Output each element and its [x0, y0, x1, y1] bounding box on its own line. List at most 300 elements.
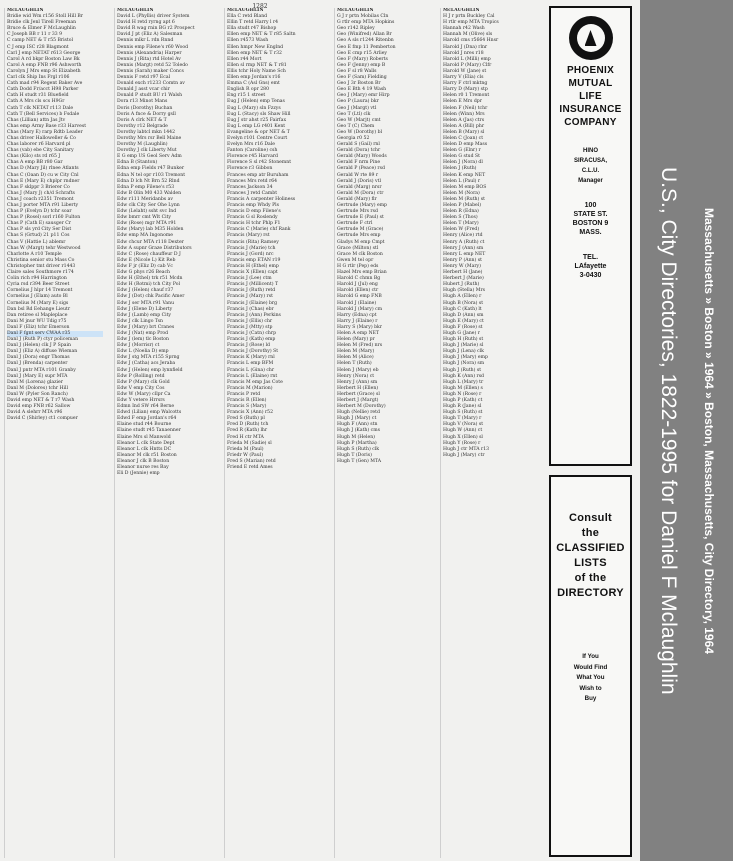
directory-entry: Edw Y vetere Hrrsrs — [117, 398, 165, 403]
directory-entry: Francis D emp Filene's — [227, 209, 281, 215]
directory-entry: Harold cms r5664 Hnsr — [443, 38, 499, 44]
directory-entry: Francis L (Elaine) rnt — [227, 373, 278, 379]
directory-entry: Edw J (Catha) acs Jeraba — [117, 361, 176, 367]
directory-entry: Francis (Mary) rst — [227, 233, 270, 239]
directory-entry: Dorothy r12 Belgrade — [117, 123, 168, 129]
directory-entry: Gertrude M (Grace) — [337, 227, 384, 233]
directory-entry: Harry F ctrl mktng — [443, 81, 488, 87]
directory-entry: Gerald (Marg) nrsr — [337, 184, 382, 190]
directory-entry: Edw J clk Lingo Tsn — [117, 318, 163, 324]
ad-address — [551, 201, 630, 237]
directory-entry: Carolyn J Mrs emp St Elizabeth — [7, 68, 81, 74]
directory-entry: Florence r45 Harvard — [227, 154, 278, 160]
directory-entry: Dorothy J clk Liberty Mut — [117, 148, 177, 154]
directory-entry: Chas (vab) ebe City Sanitary — [7, 148, 74, 154]
directory-entry: Helen G stud St — [443, 154, 481, 160]
directory-entry: Francis J (Ruth) retd — [227, 288, 276, 294]
directory-entry: Frieda M (Paul) — [227, 446, 264, 452]
directory-entry: Danl F fgnt serv CWAA r35 — [7, 331, 103, 337]
classified-lists-ad — [549, 475, 632, 857]
directory-entry: Henry L emp NET — [443, 251, 486, 257]
ad-text-line: BOSTON 9 — [572, 220, 609, 227]
directory-entry: Dennis mlkr L rdn Rnnd — [117, 38, 174, 44]
directory-entry: Harold J (Jul) eng — [337, 282, 378, 288]
directory-entry: Harold J nres r18 — [443, 50, 484, 56]
directory-entry: Helen (Mary) pr — [337, 337, 375, 343]
directory-entry: Gerald S (Gail) rnl — [337, 142, 380, 148]
directory-entry: Donald P studt BU r1 Walsh — [117, 93, 183, 99]
directory-entry: Carl J emp NETAT r613 George — [7, 50, 81, 56]
ad-text-line: TEL. — [582, 254, 599, 261]
directory-entry: Edw L (Noelia D) emp — [117, 349, 169, 355]
directory-entry: David L (Phyllis) driver System — [117, 14, 190, 20]
directory-entry: Francis J (Rose) ld — [227, 343, 270, 349]
directory-entry: Claire sales Southmore r174 — [7, 270, 74, 276]
directory-entry: Helen K emp NET — [443, 172, 486, 178]
directory-entry: Frances J retd Cambt — [227, 190, 278, 196]
directory-entry: Harry D (Mary) stp — [443, 87, 488, 93]
directory-entry: Dennis J (Rita) rtd Hotel Av — [117, 56, 181, 62]
directory-entry: Harold P (Mary) Clfr — [443, 62, 492, 68]
ad-tagline — [551, 653, 630, 704]
directory-entry: Dennis emp Filene's r60 Wood — [117, 44, 189, 50]
directory-entry: Fred H ctr MTA — [227, 434, 264, 440]
directory-entry: Francis J (Ellis) chr — [227, 318, 273, 324]
directory-entry: Edw J (Helen) chauf r37 — [117, 288, 174, 294]
directory-entry: Gerald (Dora) tchr — [337, 148, 381, 154]
directory-entry: Danl W (Pyler Son Ranch) — [7, 391, 68, 397]
directory-entry: Francis S (Mary) — [227, 404, 267, 410]
directory-entry: Francis (Rita) Ramsey — [227, 239, 279, 245]
directory-entry: Carol A rd bkpr Boston Law Bk — [7, 56, 80, 62]
directory-entry: Hugh J ctr MTA r13 — [443, 446, 490, 452]
directory-entry: Ellis tchr Holy Name Sch — [227, 68, 286, 74]
directory-column — [224, 8, 323, 858]
directory-entry: Francis M emp Jas Cote — [227, 379, 283, 385]
directory-entry: Helen M (Fred) nrs — [337, 343, 383, 349]
directory-entry: Doris A fnce & Dorry gsll — [117, 111, 176, 117]
directory-entry: Francis J (Gord) nrc — [227, 251, 274, 257]
directory-entry: Henry A (Ruth) ct — [443, 239, 485, 245]
directory-entry: Helen L (Paul) r — [443, 178, 481, 184]
directory-entry: Geo F sl r8 Walls — [337, 68, 377, 74]
directory-entry: Harry (Edna) cpt — [337, 312, 377, 318]
directory-entry: Eug L (Stacy) sls Shaw Hill — [227, 111, 291, 117]
directory-entry: Cyria rsd r394 Beer Street — [7, 282, 70, 288]
ad-text-line: 3-0430 — [579, 272, 602, 279]
directory-entry: Donald exch r1233 Comtn av — [117, 81, 185, 87]
directory-entry: Edw bmrr cmt Wlt City — [117, 215, 171, 221]
ad-text-line: LIFE — [579, 91, 602, 102]
directory-entry: Edna B (Stanton) — [117, 160, 158, 166]
column-heading: McLAUGHLIN — [443, 8, 480, 13]
directory-entry: Helen M (Alice) — [337, 355, 374, 361]
directory-entry: Hugh M (Helen) — [337, 434, 375, 440]
column-heading: McLAUGHLIN — [337, 8, 374, 13]
directory-entry: Hugh L (Mary) tr — [443, 379, 484, 385]
directory-entry: Christopher tmt driver r1443 — [7, 263, 76, 269]
ad-text-line: Buy — [584, 695, 597, 702]
directory-entry: Hubert J (Ruth) — [443, 282, 480, 288]
ad-company-name — [551, 64, 630, 129]
directory-entry: Frieda M (Sadie) sl — [227, 440, 272, 446]
directory-entry: Hugh G (Jane) r — [443, 330, 480, 336]
directory-entry: Francis J (Chas) ebr — [227, 306, 274, 312]
directory-entry: Carol A emp FNB r96 Ashworth — [7, 62, 82, 68]
directory-entry: Edw B Olin M0 433 Walden — [117, 190, 182, 196]
directory-entry: Edw (Lelaht) ssht svc Ind — [117, 209, 177, 215]
directory-entry: Doris (Dorothy) Buchan — [117, 105, 173, 111]
directory-entry: Hugh J (Marie) sl — [443, 343, 484, 349]
directory-entry: Herbert J (Marie) — [443, 276, 484, 282]
directory-entry: Friend E retd Ames — [227, 465, 273, 471]
directory-entry: Chas D (Mary Jil) rlnee Atlants — [7, 166, 79, 172]
directory-entry: Chas driver Halloweller & Co — [7, 135, 76, 141]
directory-entry: Francis J (Catn) chrp — [227, 330, 277, 336]
directory-entry: Chas emp Army Base r33 Harvest — [7, 123, 87, 129]
directory-entry: Helen W (Fred) — [443, 227, 480, 233]
directory-entry: Helen M (Ruth) st — [443, 196, 485, 202]
directory-entry: David J pt (Eliz A) Salesman — [117, 32, 183, 38]
directory-entry: H J r prtn Buckley Cal — [443, 14, 495, 20]
directory-entry: Hugh F (Rose) st — [443, 324, 483, 330]
directory-entry: Francis J (Kath) emp — [227, 337, 276, 343]
directory-entry: David C (Shirley) ct1 compuer — [7, 416, 78, 422]
directory-entry: Geo J (Margt) vtl — [337, 105, 377, 111]
directory-entry: Geo F (Jenny) emp B — [337, 62, 386, 68]
record-title: U.S., City Directories, 1822-1995 for Daniel F Mclaughlin — [657, 166, 680, 695]
record-breadcrumb: Massachusetts » Boston » 1964 » Boston, Massachusetts, City Directory, 1964 — [702, 207, 716, 654]
directory-entry: E G emp US Geol Serv Adm — [117, 154, 182, 160]
directory-entry: Geo T (Ltl) clk — [337, 111, 371, 117]
directory-entry: Harry V (Elia) cls — [443, 75, 484, 81]
directory-entry: Francis G sl Roslendy — [227, 215, 278, 221]
directory-entry: Edw J (Elene D) Liberty — [117, 306, 173, 312]
ad-text-line: C.L.U. — [581, 168, 600, 174]
directory-entry: Chas (Mary E) rarp Rdtb Leader — [7, 129, 83, 135]
ad-text-line: INSURANCE — [559, 104, 622, 115]
directory-entry: Dennis F retd r97 Ecal — [117, 75, 171, 81]
directory-entry: Hugh S (Ruth) clk — [337, 446, 380, 452]
directory-entry: Dora r13 Minot Mans — [117, 99, 168, 105]
ad-text-line: DIRECTORY — [557, 587, 624, 599]
directory-entry: Friedr W (Paul) — [227, 452, 263, 458]
directory-entry: Eleanor L clk Hntts DC — [117, 446, 172, 452]
directory-entry: Helen M (Nora) — [443, 190, 480, 196]
directory-entry: Francis A carpenter Holiness — [227, 196, 296, 202]
directory-entry: Danl J (Helen) clk J P Spain — [7, 343, 71, 349]
directory-entry: Ellen emp NET & T r32 — [227, 50, 282, 56]
directory-entry: Francis X (Ellen) capt — [227, 270, 278, 276]
directory-entry: Gerald W rte 89 r — [337, 172, 379, 178]
directory-entry: Edw E (Nicole L) Kit Reb — [117, 257, 176, 263]
directory-entry: Eleanor nurse res Bay — [117, 465, 169, 471]
ad-text-line: What You — [576, 674, 605, 681]
directory-entry: Chas (Lillian) attn Jas Jtv — [7, 117, 66, 123]
directory-entry: Helen C (Joan) ct — [443, 135, 484, 141]
column-heading: McLAUGHLIN — [7, 8, 44, 13]
directory-entry: Ella studt r47 Bishop — [227, 26, 277, 32]
directory-entry: Hugh J (Lena) clk — [443, 349, 484, 355]
directory-entry: Hugh K (Ann) rsd — [443, 373, 484, 379]
directory-entry: Eug L (Mary) sln Fzzys — [227, 105, 281, 111]
directory-entry: Chas W (Margt) tehr Westwood — [7, 245, 81, 251]
directory-entry: Herbert (Grace) sl — [337, 391, 380, 397]
directory-entry: Hugh M (Ellen) s — [443, 385, 483, 391]
directory-entry: Helen (Winn) Mrs — [443, 111, 485, 117]
directory-entry: Charlotte A r10 Temple — [7, 251, 62, 257]
directory-entry: Henry J (Ann) sm — [337, 379, 378, 385]
directory-entry: Chas F sklppr 3 Brierer Co — [7, 184, 70, 190]
directory-entry: Francis J (Mary) rst — [227, 294, 273, 300]
directory-entry: Dorothy labtcl mkn 1442 — [117, 129, 176, 135]
directory-entry: Harold G emp FNB — [337, 294, 382, 300]
directory-entry: Ellin T retd Harry l r4 — [227, 20, 279, 26]
column-heading: McLAUGHLIN — [227, 8, 264, 13]
directory-entry: Georgia r0 52 — [337, 135, 370, 141]
directory-entry: Hugh J (Mary) ctr — [443, 452, 485, 458]
directory-entry: Gertrude F ctrl — [337, 221, 373, 227]
ad-text-line: HINO — [583, 148, 598, 154]
directory-entry: Carl clk Ship Ins Frgl r106 — [7, 75, 70, 81]
directory-entry: Dan bsl Rd Eehange Lieutr — [7, 306, 71, 312]
directory-entry: Fred S (Ruth) pl — [227, 416, 265, 422]
directory-entry: Edw V emp City Cos — [117, 385, 165, 391]
directory-entry: Hugh J (Kath) cms — [337, 428, 380, 434]
directory-entry: Hugh P (Martha) — [337, 440, 377, 446]
directory-entry: Francis M (Marion) — [227, 385, 273, 391]
directory-entry: Francis J (Elaine) brg — [227, 300, 278, 306]
directory-entry: Geo A sls r1244 Ritenbn — [337, 38, 394, 44]
directory-entry: Francis J (Millicent) T — [227, 282, 279, 288]
directory-entry: Gerald M (Dora) ctr — [337, 190, 384, 196]
directory-entry: Francis P retd — [227, 391, 261, 397]
directory-entry: Elaine stud r44 Bourne — [117, 422, 172, 428]
directory-entry: Florence S sl r42 Stonemnt — [227, 160, 292, 166]
directory-entry: Hugh A (Ellen) r — [443, 294, 482, 300]
directory-entry: Fred D (Ruth) tch — [227, 422, 269, 428]
directory-entry: Helen R (Edna) — [443, 209, 479, 215]
directory-entry: Henry J (Ann) sm — [443, 245, 484, 251]
directory-entry: Francis J (Ann) Perkins — [227, 312, 281, 318]
directory-entry: Edw J (Lamb) emp City — [117, 312, 172, 318]
directory-entry: Edw emp MA Ingonome — [117, 233, 173, 239]
directory-entry: Francis L emp BFM — [227, 361, 274, 367]
directory-entry: Helen J (Nora) dl — [443, 160, 483, 166]
ad-text-line: STATE ST. — [573, 211, 608, 218]
directory-entry: Chas J (Mary J) ch/d Schrafts — [7, 190, 75, 196]
directory-entry: Helen J (Ruth) — [443, 166, 477, 172]
directory-entry: Henry (Nora) ct — [337, 373, 375, 379]
page-number: 1282 — [252, 3, 268, 10]
directory-entry: Colin rich r94 Harrington — [7, 276, 67, 282]
directory-entry: Edwd (Lilian) emp Walcotts — [117, 410, 182, 416]
directory-entry: David H retd ryrng apt 6 — [117, 20, 175, 26]
directory-entry: Hugh J (Mary) ct — [337, 416, 377, 422]
directory-entry: C Joseph BB r 11 r 33 9 — [7, 32, 63, 38]
directory-entry: Edw J (Nat) emp Prod — [117, 330, 169, 336]
directory-entry: Hugh D (Ann) sm — [443, 312, 484, 318]
directory-entry: Bridie wid Wm r156 Stoll Hill Br — [7, 14, 83, 20]
directory-entry: Christina senior stu Mass Co — [7, 257, 75, 263]
ad-consult-text — [551, 511, 630, 601]
directory-entry: Fred R (Kath) lhr — [227, 428, 268, 434]
directory-entry: Harold (Ellen) ctr — [337, 288, 379, 294]
directory-entry: Helen M (Mary) — [337, 349, 375, 355]
directory-entry: Edw (Rose) mgr MTA r91 — [117, 221, 177, 227]
directory-entry: Dorothy M (Laughlin) — [117, 142, 168, 148]
directory-entry: Eleanor J clk B Boston — [117, 458, 170, 464]
directory-entry: Doris A clrk NET & T — [117, 117, 167, 123]
directory-entry: Cath A Mrs cls scs H9Gr — [7, 99, 65, 105]
directory-entry: Danl J (Mary E) supr MTA — [7, 373, 68, 379]
directory-entry: Gerald J (Doris) vtl — [337, 178, 381, 184]
directory-entry: Hugh X (Ellen) sl — [443, 434, 483, 440]
directory-entry: Hugh T (Mary) r — [443, 416, 482, 422]
directory-entry: Dani M jnur WU Tdig r75 — [7, 318, 67, 324]
directory-entry: Edna D lch Nt Brn 52 Rlnd — [117, 178, 180, 184]
ad-text-line: 100 — [584, 202, 597, 209]
directory-entry: Gladys M emp Cmpt — [337, 239, 385, 245]
directory-entry: Geo W (Marjt) cmt — [337, 117, 381, 123]
directory-entry: Dennis (Alexandria) Harper — [117, 50, 182, 56]
directory-entry: Helen E Mrs dpr — [443, 99, 482, 105]
directory-column — [440, 8, 539, 858]
directory-entry: Frances Mrs retd r64 — [227, 178, 278, 184]
directory-entry: Danl J (Dora) engr Thomas — [7, 355, 70, 361]
ad-text-line: COMPANY — [564, 117, 617, 128]
directory-entry: Hannah r42 Wash — [443, 26, 485, 32]
directory-entry: David A slehrr MTA r96 — [7, 410, 63, 416]
directory-entry: Fanton (Caroline) csh — [227, 148, 278, 154]
directory-entry: Chas J coach r2351 Tremont — [7, 196, 74, 202]
directory-entry: Evelyn Mrs r16 Dale — [227, 142, 275, 148]
directory-entry: Edmn Ind SW r64 Berne — [117, 404, 175, 410]
directory-entry: Bridie clk Jenl Tirell Freeman — [7, 20, 77, 26]
directory-entry: David R wag rnin BG r2 Prospect — [117, 26, 195, 32]
directory-entry: Hugh C (Kath) lt — [443, 306, 482, 312]
directory-entry: Helen A (Jas) ctrs — [443, 117, 485, 123]
directory-entry: Hugh T (Gen) MTA — [337, 458, 382, 464]
directory-entry: Cath H studt r31 Bluefield — [7, 93, 69, 99]
directory-entry: Chas P sls yrd City Ser Dist — [7, 227, 72, 233]
directory-entry: Francis C (Marie) chf Rank — [227, 227, 291, 233]
directory-entry: Francis J (Marie) tch — [227, 245, 276, 251]
directory-entry: Hugh (Stella) Mrs — [443, 288, 486, 294]
directory-entry: Danl M (Lorena) glazier — [7, 379, 63, 385]
directory-entry: Dan retiree sl Mapleplace — [7, 312, 68, 318]
directory-entry: Hugh F (Ann) stn — [337, 422, 378, 428]
directory-entry: Edw (Mary) lab M35 Holden — [117, 227, 184, 233]
directory-entry: Gerald (Mary) Woods — [337, 154, 387, 160]
directory-entry: Henry (Alice) rtd — [443, 233, 483, 239]
directory-entry: Helen A (Bill) phr — [443, 123, 485, 129]
ad-text-line: Wish to — [579, 684, 602, 692]
directory-entry: Ellen r44 Mort — [227, 56, 262, 62]
directory-entry: Hugh T (Doris) — [337, 452, 372, 458]
directory-entry: Cath T (Bell Services) b Fsdale — [7, 111, 80, 117]
directory-column — [4, 8, 103, 858]
directory-entry: Herbert J (Margt) — [337, 398, 379, 403]
directory-entry: Francis H tchr Phlp F1 — [227, 221, 281, 227]
directory-entry: Hazel Mrs emp Brian — [337, 270, 387, 276]
directory-entry: Chas (Kilo) sts rd r65 J — [7, 154, 61, 160]
directory-entry: Henry P (Ann) st — [443, 257, 482, 263]
directory-entry: Chas V (Hattie L) ablemr — [7, 239, 66, 245]
directory-entry: Francis emp Whdy Pls — [227, 203, 280, 208]
phoenix-seal-icon — [569, 16, 613, 60]
directory-entry: Gertrude E (Paul) st — [337, 215, 384, 221]
directory-entry: Ellen hmpr New Englnd — [227, 44, 284, 50]
directory-entry: Ellen sl rmp NET & T r81 — [227, 62, 287, 68]
directory-entry: Gerald (Mary) flr — [337, 196, 377, 202]
directory-entry: Francis L (Gina) chr — [227, 367, 275, 373]
directory-entry: Edw H (Rotmi) tch City Pol — [117, 282, 180, 288]
directory-entry: Hugh B (Nora) st — [443, 300, 484, 306]
directory-entry: Helen T (Ruth) — [337, 361, 372, 367]
directory-entry: Geo J 3r Boston Br — [337, 81, 381, 87]
directory-entry: Edw C (Rose) chauffeur D J — [117, 251, 181, 257]
directory-entry: Elaine studt r45 Tanaenner — [117, 428, 181, 434]
directory-entry: Edw G phys r26 Beach — [117, 270, 170, 276]
directory-entry: Edna emp Fields r47 Bunker — [117, 166, 185, 172]
directory-entry: Francis J (Mtty) stp — [227, 324, 273, 330]
directory-entry: Helen M emp BOS — [443, 184, 487, 190]
directory-entry: Edw J (Morrisr) ct — [117, 343, 160, 349]
directory-entry: Chas P (Rosel) sorl r160 Fulton — [7, 215, 81, 221]
directory-entry: Danl J pntr MTA r101 Granby — [7, 367, 76, 373]
directory-entry: Hugh E (Mary) ct — [443, 318, 484, 324]
ad-text-line: Would Find — [573, 663, 608, 671]
ad-text-line: LAfayette — [574, 263, 607, 270]
directory-entry: G J r prtn Mobilas Cln — [337, 14, 389, 20]
directory-entry: Edw F jr (Eliz D) cab Vc — [117, 263, 173, 269]
directory-entry: Edna P emp Filene's r53 — [117, 184, 175, 190]
directory-entry: Edw P (Rolling) retd — [117, 373, 165, 379]
ad-text-line: Manager — [578, 178, 603, 184]
directory-entry: Harry S (Mary) bkr — [337, 324, 382, 330]
directory-entry: Harold C chmn Bg — [337, 276, 381, 282]
directory-entry: H G rtlr (Pep) eds — [337, 263, 379, 269]
ad-text-line: SIRACUSA, — [573, 158, 607, 164]
directory-entry: Geo F (Mary) Roberts — [337, 56, 388, 62]
directory-entry: Bruce & Elmer F McLaughlin — [7, 26, 76, 32]
directory-entry: Harry J (Elaine) r — [337, 318, 378, 324]
directory-entry: H rtlr emp MTA Tropics — [443, 20, 499, 26]
directory-entry: G rtlr emp MTA Hopkins — [337, 20, 395, 26]
directory-entry: Francis X (Ann) r52 — [227, 410, 273, 416]
directory-entry: Edw J (Dot) chk Pacific Amer — [117, 294, 185, 300]
directory-entry: Evangeline & opr NET & T — [227, 129, 290, 135]
directory-entry: Geo W (Dorothy) bl — [337, 129, 383, 135]
directory-entry: Gerald P (Peace) rsd — [337, 166, 385, 172]
directory-entry: Hugh Y (Rose) r — [443, 440, 481, 446]
directory-entry: Harold J (Mary) cm — [337, 306, 383, 312]
directory-entry: Ellen emp NET & T r85 Saltn — [227, 32, 296, 38]
directory-entry: Hugh N (Rose) r — [443, 391, 482, 397]
directory-entry: Edw J (Mary) brt Cranes — [117, 324, 175, 330]
directory-entry: Eli D (Jennie) emp — [117, 471, 160, 477]
directory-entry: Chas P (Evelyn D) tchr soar — [7, 209, 72, 215]
directory-entry: Francis K (Mary) rnl — [227, 355, 275, 361]
directory-entry: Ella C retd Bland — [227, 14, 268, 20]
ad-phone — [551, 253, 630, 280]
directory-entry: Hugh J (Ruth) st — [443, 367, 482, 373]
directory-column — [334, 8, 433, 858]
directory-entry: Geo E fmp 11 Pemberton — [337, 44, 396, 50]
ad-text-line: MASS. — [579, 229, 602, 236]
directory-entry: Danl J (Ruth P) ctyr policeman — [7, 337, 79, 343]
